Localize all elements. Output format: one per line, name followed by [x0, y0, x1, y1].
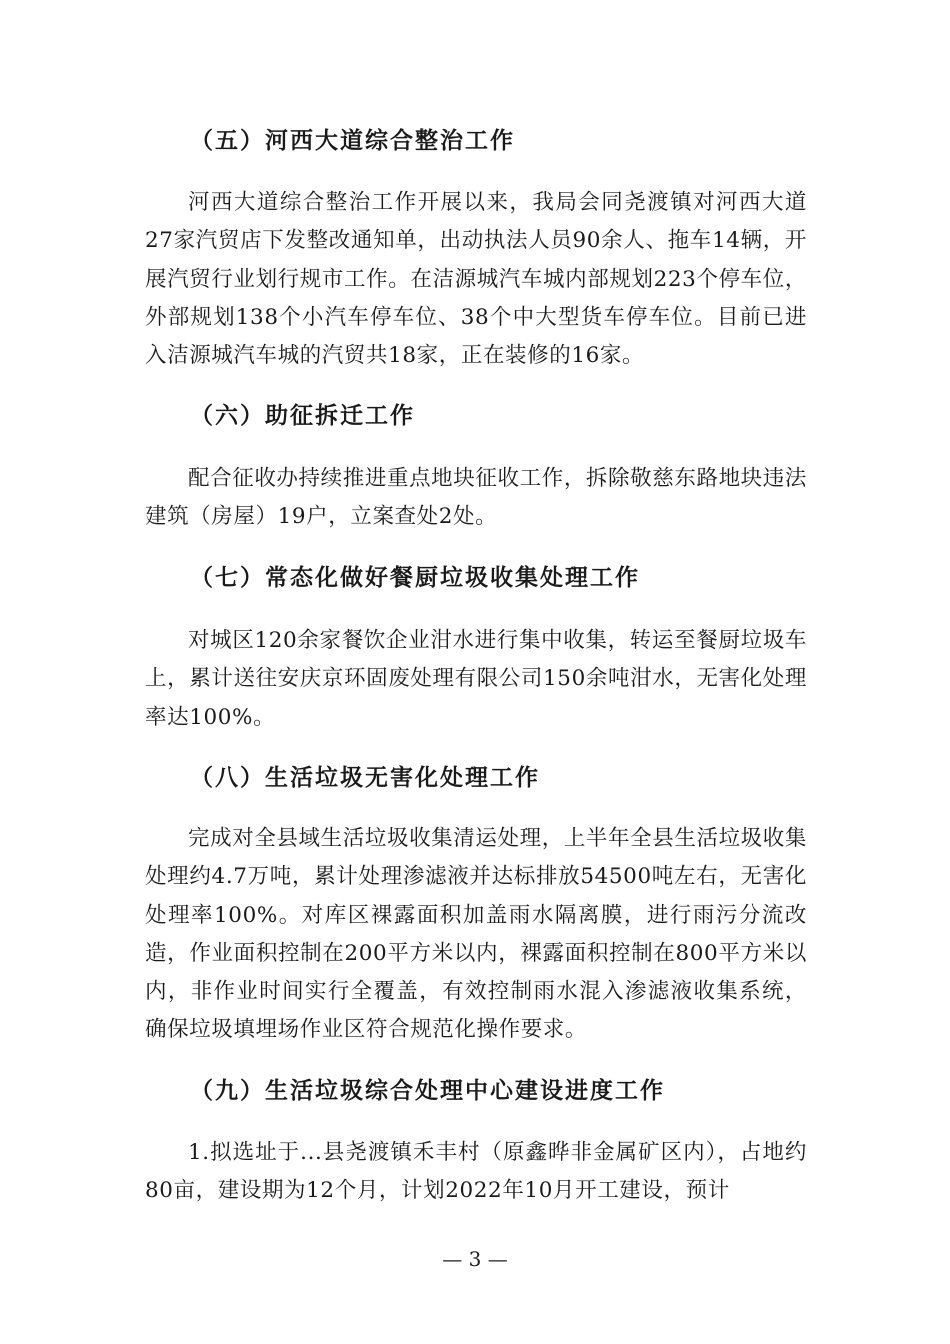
section-6-paragraph: 配合征收办持续推进重点地块征收工作，拆除敬慈东路地块违法建筑（房屋）19户，立案查处2处。 [145, 466, 807, 530]
section-8-paragraph: 完成对全县域生活垃圾收集清运处理，上半年全县生活垃圾收集处理约4.7万吨，累计处理渗滤液并达标排放54500吨左右，无害化处理率100%。对库区裸露面积加盖雨水隔离膜，进行雨污分流改造，作业面积控制在200平方米以内，裸露面积控制在800平方米以内，非作业时间实行全覆盖，有效控制雨水混入渗滤液收集系统，确保垃圾填埋场作业区符合规范化操作要求。 [145, 826, 807, 1043]
page-number: — 3 — [442, 1247, 508, 1271]
section-heading-5: （五）河西大道综合整治工作 [190, 128, 515, 154]
section-heading-8: （八）生活垃圾无害化处理工作 [190, 765, 540, 791]
section-9-paragraph: 1.拟选址于...县尧渡镇禾丰村（原鑫晔非金属矿区内），占地约80亩，建设期为12个月，计划2022年10月开工建设，预计 [145, 1140, 807, 1204]
section-5-paragraph: 河西大道综合整治工作开展以来，我局会同尧渡镇对河西大道27家汽贸店下发整改通知单，出动执法人员90余人、拖车14辆，开展汽贸行业划行规市工作。在洁源城汽车城内部规划223个停车位，外部规划138个小汽车停车位、38个中大型货车停车位。目前已进入洁源城汽车城的汽贸共18家，正在装修的16家。 [145, 190, 807, 369]
section-heading-6: （六）助征拆迁工作 [190, 403, 415, 429]
section-heading-7: （七）常态化做好餐厨垃圾收集处理工作 [190, 565, 640, 591]
section-heading-9: （九）生活垃圾综合处理中心建设进度工作 [190, 1078, 665, 1104]
section-7-paragraph: 对城区120余家餐饮企业泔水进行集中收集，转运至餐厨垃圾车上，累计送往安庆京环固废处理有限公司150余吨泔水，无害化处理率达100%。 [145, 628, 807, 730]
